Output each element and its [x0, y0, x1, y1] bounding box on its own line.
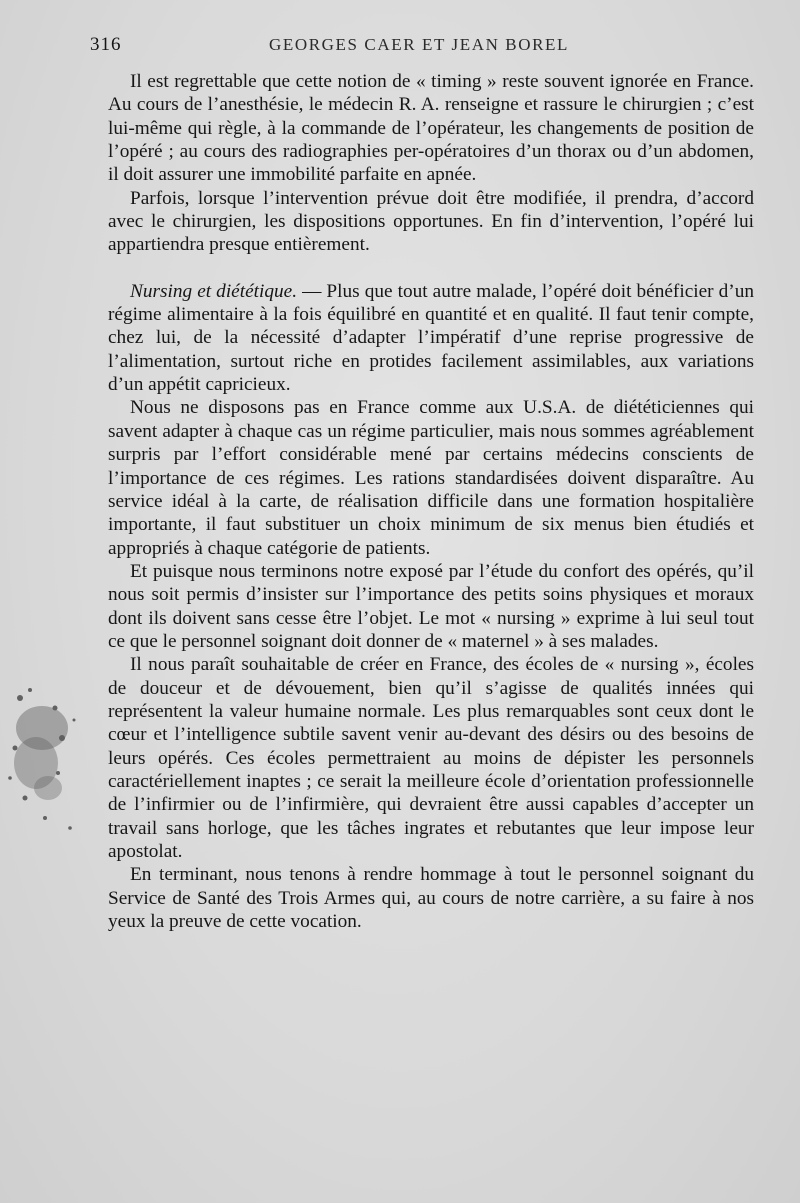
- paragraph-intervention: Parfois, lorsque l’intervention prévue doit être modifiée, il prendra, d’accord avec le chirurgien, les dispositions opportunes. En fin d’intervention, l’opéré lui appartiendra presque entièrement.: [108, 187, 754, 256]
- running-head: GEORGES CAER ET JEAN BOREL: [268, 35, 570, 54]
- paragraph-conclusion: En terminant, nous tenons à rendre hommage à tout le personnel soignant du Service de Santé des Trois Armes qui, au cours de notre carrière, a su faire à nos yeux la preuve de cette vocation.: [108, 864, 754, 933]
- paragraph-timing: Il est regrettable que cette notion de « timing » reste souvent ignorée en France. Au cours de l’anesthésie, le médecin R. A. renseigne et rassure le chirurgien ; c’est lui-même qui règle, à la commande de l’opérateur, les changements de position de l’opéré ; au cours des radiographies per-opératoires d’un thorax ou d’un abdomen, il doit assurer une immobilité parfaite en apnée.: [108, 71, 754, 186]
- paragraph-comfort: Et puisque nous terminons notre exposé par l’étude du confort des opérés, qu’il nous soit permis d’insister sur l’importance des petits soins physiques et moraux dont ils doivent sans cesse être l’objet. Le mot « nursing » exprime à lui seul tout ce que le personnel soignant doit donner de « maternel » à ses malades.: [108, 560, 754, 652]
- ink-stain-mark: [0, 668, 84, 858]
- paragraph-dieticians: Nous ne disposons pas en France comme aux U.S.A. de diététiciennes qui savent adapter à chaque cas un régime particulier, mais nous sommes agréablement surpris par l’effort considérable mené par certains médecins conscients de l’importance de ces régimes. Les rations standardisées doivent disparaître. Au service idéal à la carte, de réalisation difficile dans une formation hospitalière importante, il faut substituer un choix minimum de six menus bien étudiés et appropriés à chaque catégorie de patients.: [108, 397, 754, 559]
- body-text: [108, 70, 754, 933]
- paragraph-schools: Il nous paraît souhaitable de créer en France, des écoles de « nursing », écoles de douceur et de dévouement, bien qu’il s’agisse de qualités innées qui représentent la valeur humaine normale. Les plus remarquables sont ceux dont le cœur et l’intelligence subtile savent venir au-devant des désirs ou des besoins de leurs opérés. Ces écoles permettraient au moins de dépister les personnels caractériellement inaptes ; ce serait la meilleure école d’orientation professionnelle de l’infirmier ou de l’infirmière, qui devraient être aussi capables d’accepter un travail sans horloge, que les tâches ingrates et rebutantes que leur impose leur apostolat.: [108, 654, 754, 862]
- page-header: [86, 34, 752, 60]
- section-subhead: Nursing et diététique.: [130, 280, 298, 302]
- paragraph-nursing-text: — Plus que tout autre malade, l’opéré doit bénéficier d’un régime alimentaire à la fois équilibré en quantité et en qualité. Il faut tenir compte, chez lui, de la nécessité d’adapter l’impératif d’une reprise progressive de l’alimentation, surtout riche en protides facilement assimilables, aux variations d’un appétit capricieux.: [108, 280, 754, 396]
- paragraph-nursing: [108, 280, 754, 397]
- page-number: 316: [90, 34, 122, 55]
